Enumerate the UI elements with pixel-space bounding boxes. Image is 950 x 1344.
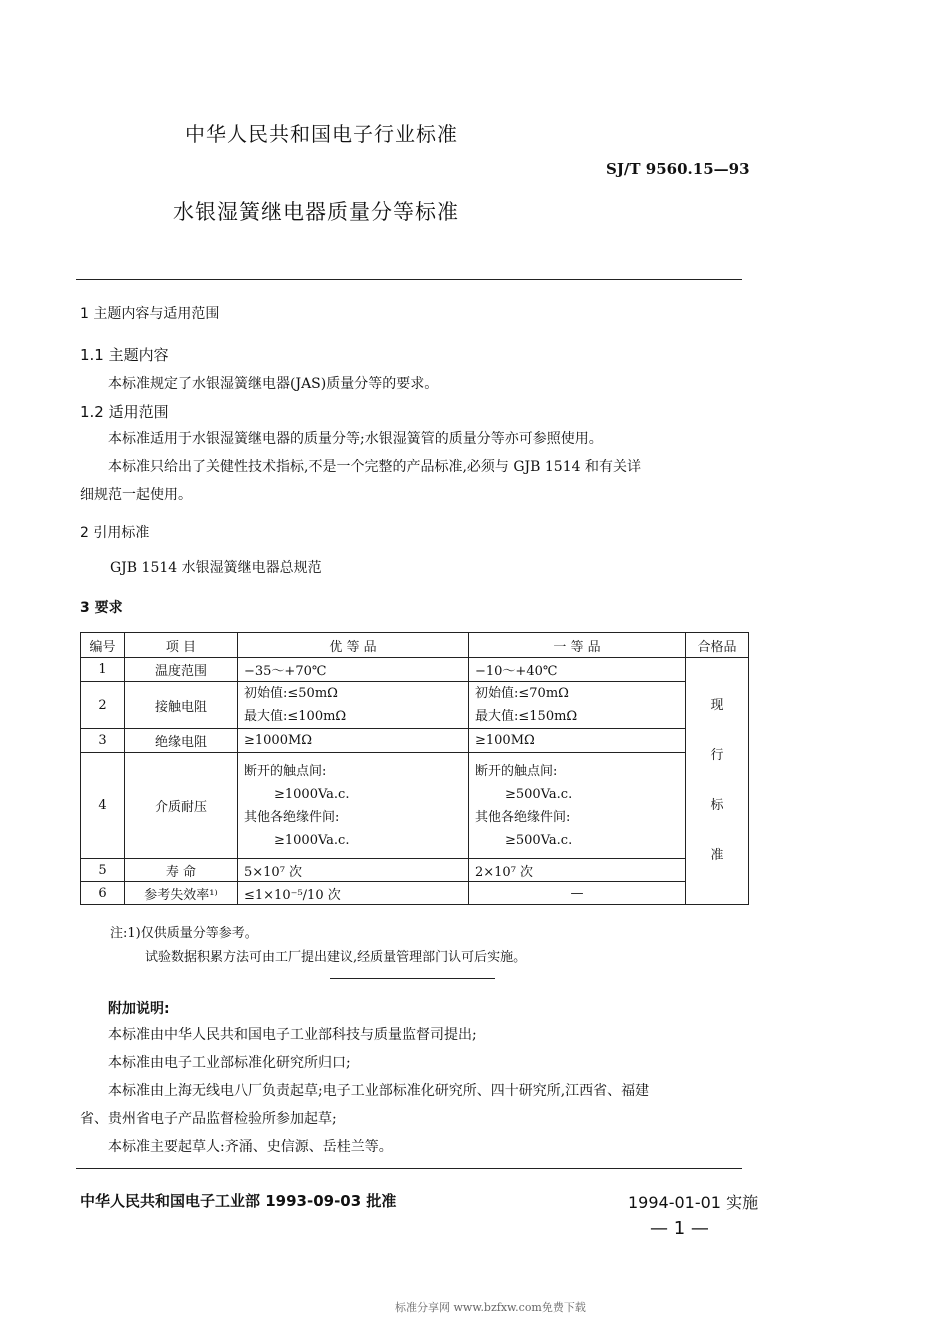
row-no: 6 bbox=[81, 882, 125, 905]
first-line: 其他各绝缘件间: bbox=[475, 809, 571, 825]
row-item: 接触电阻 bbox=[125, 682, 238, 729]
table-row bbox=[81, 658, 749, 682]
table-row bbox=[81, 729, 749, 753]
header-rule bbox=[76, 279, 742, 280]
row-item: 介质耐压 bbox=[125, 753, 238, 859]
row-item: 温度范围 bbox=[125, 658, 238, 682]
standard-code: SJ/T 9560.15—93 bbox=[606, 160, 750, 178]
qualified-char: 标 bbox=[710, 798, 724, 813]
table-row bbox=[81, 859, 749, 882]
col-header-item: 项 目 bbox=[125, 633, 238, 658]
watermark-text: 标准分享网 www.bzfxw.com免费下载 bbox=[395, 1301, 586, 1314]
superior-line: ≥1000Va.c. bbox=[274, 832, 350, 848]
table-note-1: 注:1)仅供质量分等参考。 bbox=[110, 926, 258, 941]
row-no: 1 bbox=[81, 658, 125, 682]
first-line: 最大值:≤150mΩ bbox=[475, 709, 578, 724]
row-first bbox=[469, 753, 686, 859]
first-line: 断开的触点间: bbox=[475, 763, 558, 779]
row-no: 2 bbox=[81, 682, 125, 729]
appendix-heading: 附加说明: bbox=[108, 1001, 170, 1017]
row-item: 寿 命 bbox=[125, 859, 238, 882]
notes-rule bbox=[330, 978, 495, 979]
row-superior: ≥1000MΩ bbox=[238, 729, 469, 753]
section-1-heading: 1 主题内容与适用范围 bbox=[80, 306, 220, 322]
appendix-line: 本标准由上海无线电八厂负责起草;电子工业部标准化研究所、四十研究所,江西省、福建 bbox=[108, 1083, 650, 1099]
section-1-2-text-3: 细规范一起使用。 bbox=[80, 487, 192, 503]
row-superior bbox=[238, 753, 469, 859]
section-1-2-text-1: 本标准适用于水银湿簧继电器的质量分等;水银湿簧管的质量分等亦可参照使用。 bbox=[108, 431, 603, 447]
row-first bbox=[469, 682, 686, 729]
table-row bbox=[81, 753, 749, 859]
col-header-qualified: 合格品 bbox=[686, 633, 749, 658]
row-first: −10～+40℃ bbox=[469, 658, 686, 682]
table-note-2: 试验数据积累方法可由工厂提出建议,经质量管理部门认可后实施。 bbox=[145, 950, 527, 965]
first-line: 初始值:≤70mΩ bbox=[475, 686, 569, 701]
requirements-table bbox=[80, 632, 749, 905]
superior-line: 其他各绝缘件间: bbox=[244, 809, 340, 825]
qualified-char: 现 bbox=[710, 698, 724, 713]
row-no: 5 bbox=[81, 859, 125, 882]
appendix-line: 本标准主要起草人:齐涌、史信源、岳桂兰等。 bbox=[108, 1139, 393, 1155]
row-superior bbox=[238, 682, 469, 729]
footer-rule bbox=[76, 1168, 742, 1169]
section-1-1-heading: 1.1 主题内容 bbox=[80, 346, 169, 364]
superior-line: 断开的触点间: bbox=[244, 763, 327, 779]
approval-line: 中华人民共和国电子工业部 1993-09-03 批准 bbox=[80, 1192, 397, 1210]
row-no: 3 bbox=[81, 729, 125, 753]
row-first: ≥100MΩ bbox=[469, 729, 686, 753]
appendix-line: 本标准由中华人民共和国电子工业部科技与质量监督司提出; bbox=[108, 1027, 477, 1043]
table-row bbox=[81, 682, 749, 729]
row-first: 2×10⁷ 次 bbox=[469, 859, 686, 882]
first-line: ≥500Va.c. bbox=[505, 786, 573, 802]
qualified-char: 准 bbox=[710, 848, 724, 863]
row-item: 绝缘电阻 bbox=[125, 729, 238, 753]
doc-title: 水银湿簧继电器质量分等标准 bbox=[173, 200, 459, 224]
superior-line: 初始值:≤50mΩ bbox=[244, 686, 338, 701]
qualified-char: 行 bbox=[710, 748, 724, 763]
col-header-superior: 优 等 品 bbox=[238, 633, 469, 658]
first-line: ≥500Va.c. bbox=[505, 832, 573, 848]
appendix-line: 本标准由电子工业部标准化研究所归口; bbox=[108, 1055, 351, 1071]
qualified-cell bbox=[686, 658, 749, 905]
row-superior: −35～+70℃ bbox=[238, 658, 469, 682]
row-item: 参考失效率¹⁾ bbox=[125, 882, 238, 905]
reference-standard: GJB 1514 水银湿簧继电器总规范 bbox=[110, 560, 322, 576]
effective-date: 1994-01-01 实施 bbox=[628, 1193, 759, 1212]
appendix-line: 省、贵州省电子产品监督检验所参加起草; bbox=[80, 1111, 337, 1127]
section-3-heading: 3 要求 bbox=[80, 600, 123, 616]
org-title: 中华人民共和国电子行业标准 bbox=[185, 122, 458, 146]
superior-line: ≥1000Va.c. bbox=[274, 786, 350, 802]
section-1-2-heading: 1.2 适用范围 bbox=[80, 403, 169, 421]
row-superior: ≤1×10⁻⁵/10 次 bbox=[238, 882, 469, 905]
section-2-heading: 2 引用标准 bbox=[80, 525, 150, 541]
row-no: 4 bbox=[81, 753, 125, 859]
col-header-first: 一 等 品 bbox=[469, 633, 686, 658]
section-1-1-text: 本标准规定了水银湿簧继电器(JAS)质量分等的要求。 bbox=[108, 376, 439, 392]
row-first: — bbox=[469, 882, 686, 905]
col-header-no: 编号 bbox=[81, 633, 125, 658]
superior-line: 最大值:≤100mΩ bbox=[244, 709, 347, 724]
row-superior: 5×10⁷ 次 bbox=[238, 859, 469, 882]
table-row bbox=[81, 882, 749, 905]
page-number: — 1 — bbox=[650, 1218, 709, 1239]
section-1-2-text-2: 本标准只给出了关健性技术指标,不是一个完整的产品标准,必须与 GJB 1514 和有关详 bbox=[108, 459, 641, 475]
